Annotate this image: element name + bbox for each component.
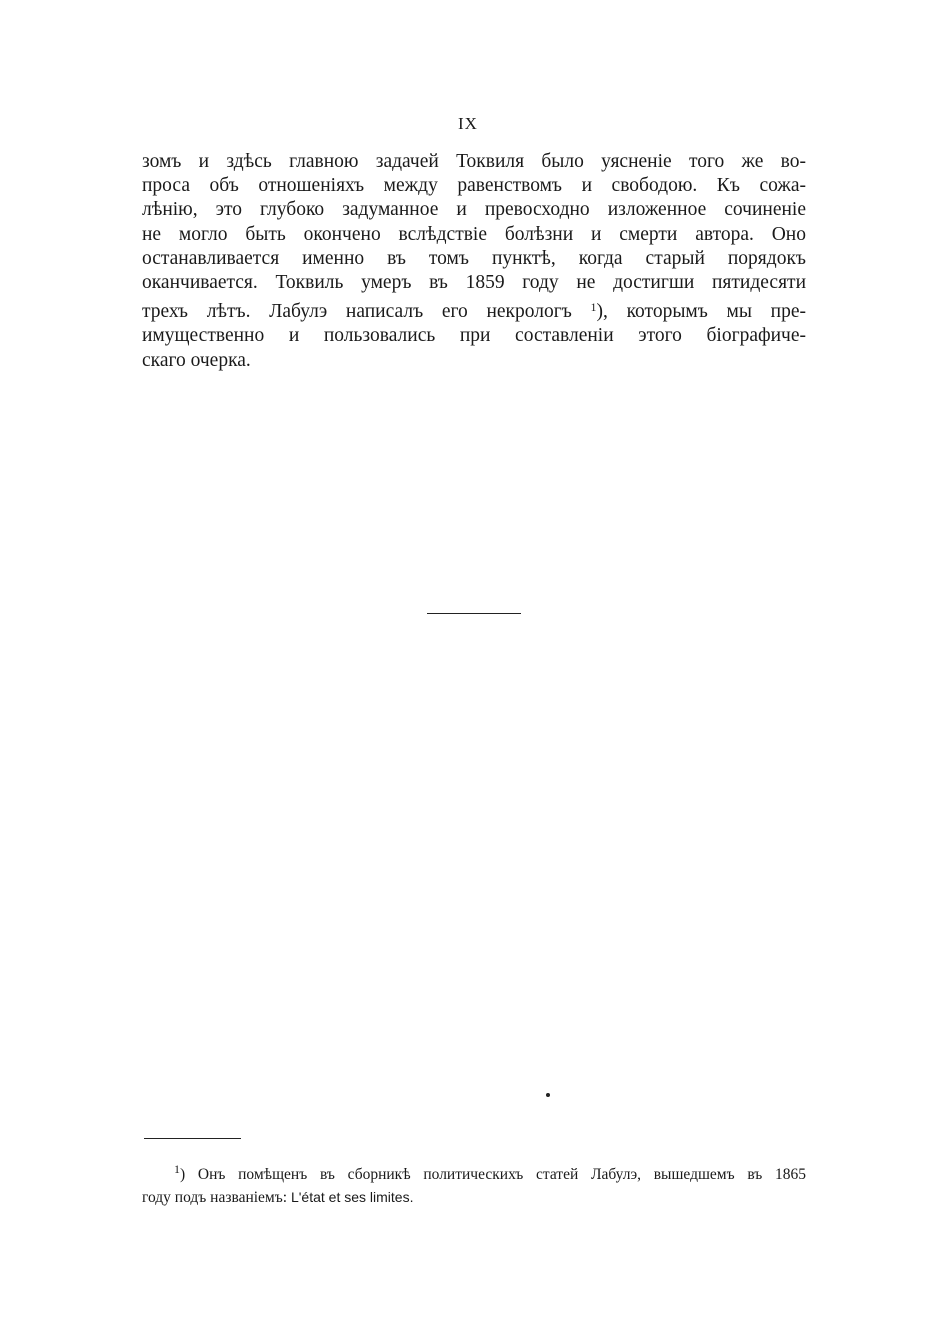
- text-line: лѣнію, это глубоко задуманное и превосходно изложенное сочиненіе: [142, 199, 806, 221]
- text-line: имущественно и пользовались при составленіи этого біографиче-: [142, 325, 806, 347]
- footnote-divider: [144, 1138, 241, 1139]
- text-line: оканчивается. Токвиль умеръ въ 1859 году не достигши пятидесяти: [142, 272, 806, 294]
- footnote-title: L'état et ses limites.: [290, 1189, 414, 1205]
- text-line: скаго очерка.: [142, 349, 251, 371]
- footnote-text: году подъ названіемъ:: [142, 1189, 291, 1206]
- footnote-reference: 1: [590, 300, 597, 315]
- text-line: зомъ и здѣсь главною задачей Токвиля было уясненіе того же во-: [142, 151, 806, 172]
- text-line: не могло быть окончено вслѣдствіе болѣзни и смерти автора. Оно: [142, 223, 806, 245]
- text-fragment: трехъ лѣтъ. Лабулэ написалъ его некрологъ: [142, 301, 591, 323]
- text-line: проса объ отношеніяхъ между равенствомъ и свободою. Къ сожа-: [142, 175, 806, 197]
- text-line: [142, 295, 806, 324]
- text-line: останавливается именно въ томъ пунктѣ, когда старый порядокъ: [142, 247, 806, 269]
- footnote-text: ) Онъ помѣщенъ въ сборникѣ политическихъ статей Лабулэ, вышедшемъ въ 1865: [180, 1166, 806, 1183]
- print-speck: [546, 1093, 550, 1097]
- text-fragment: ), которымъ мы пре-: [596, 301, 806, 323]
- footnote: [142, 1158, 806, 1209]
- body-paragraph: [142, 150, 806, 373]
- footnote-marker: 1: [174, 1162, 180, 1176]
- section-divider: [427, 613, 521, 614]
- page-number: IX: [458, 114, 478, 133]
- footnote-line: [142, 1158, 806, 1186]
- footnote-line: [142, 1186, 806, 1209]
